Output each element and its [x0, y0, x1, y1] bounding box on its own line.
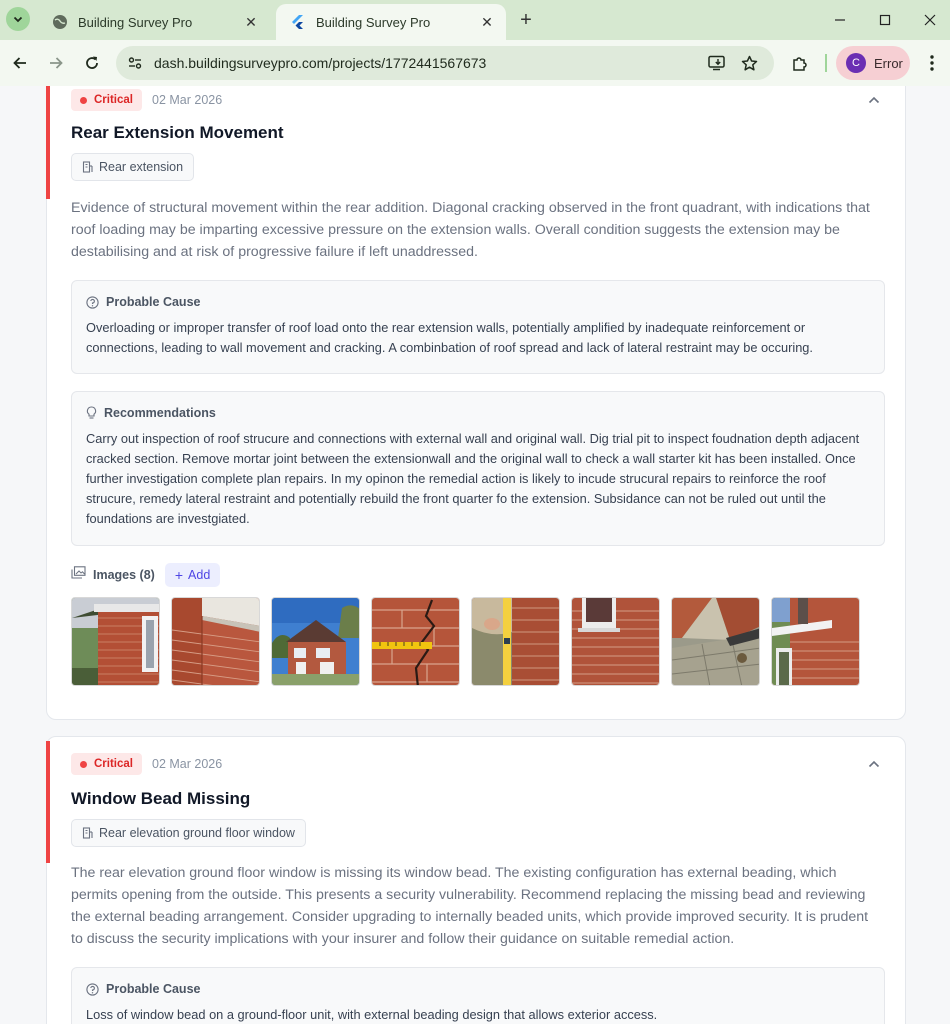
- close-tab-icon[interactable]: ✕: [245, 14, 257, 30]
- recommendations-heading: Recommendations: [104, 406, 216, 420]
- url-text[interactable]: dash.buildingsurveypro.com/projects/1772441567673: [154, 55, 487, 71]
- bookmark-star-icon[interactable]: [736, 50, 762, 76]
- defect-card-window-bead: [46, 736, 906, 1024]
- browser-toolbar: [0, 40, 950, 86]
- images-header: [71, 563, 220, 587]
- close-window-button[interactable]: [915, 8, 945, 32]
- page-content: [0, 86, 950, 1024]
- probable-cause-panel: [71, 280, 885, 374]
- photo-thumbnail[interactable]: [771, 597, 860, 686]
- plus-icon: +: [174, 567, 184, 583]
- profile-status-label: Error: [874, 55, 903, 71]
- arrow-right-icon: [48, 55, 64, 71]
- photo-thumbnail[interactable]: [271, 597, 360, 686]
- photo-thumbnail[interactable]: [571, 597, 660, 686]
- images-icon: [71, 566, 86, 584]
- tab-search-button[interactable]: [6, 7, 30, 31]
- location-label: Rear extension: [99, 160, 184, 174]
- image-thumbnails: [71, 597, 860, 686]
- probable-cause-text: Loss of window bead on a ground-floor unit, with external beading design that allows exterior access.: [86, 1007, 658, 1022]
- probable-cause-text: Overloading or improper transfer of roof load onto the rear extension walls, potentially amplified by inadequate reinforcement or connections, leading to wall movement and cracking. A combinbation of roof spread and lack of lateral restraint may be occuring.: [86, 320, 813, 355]
- location-chip[interactable]: [71, 819, 306, 847]
- site-settings-icon[interactable]: [122, 50, 148, 76]
- toolbar-separator: [825, 54, 827, 72]
- lightbulb-icon: [86, 406, 97, 420]
- close-icon: [924, 14, 936, 26]
- avatar: C: [846, 53, 866, 73]
- chevron-up-icon: [868, 96, 880, 104]
- tab-title: Building Survey Pro: [78, 14, 193, 30]
- install-app-icon[interactable]: [704, 50, 730, 76]
- close-tab-icon[interactable]: ✕: [481, 14, 493, 30]
- location-chip[interactable]: [71, 153, 194, 181]
- severity-badge: Critical: [71, 753, 142, 775]
- maximize-button[interactable]: [870, 8, 900, 32]
- tab-building-survey-1[interactable]: [38, 4, 270, 40]
- defect-description: Evidence of structural movement within the rear addition. Diagonal cracking observed in the front quadrant, with indications that roof loading may be imparting excessive pressure on the extension walls. Overall condition suggests the extension may be destabilising and at risk of progressive failure if left unaddressed.: [71, 200, 870, 260]
- tab-building-survey-2[interactable]: [276, 4, 506, 40]
- severity-accent-bar: [46, 86, 50, 199]
- more-vert-icon: [930, 55, 934, 71]
- add-image-button[interactable]: + Add: [165, 563, 220, 587]
- address-bar[interactable]: [116, 46, 774, 80]
- back-button[interactable]: [7, 50, 33, 76]
- reload-button[interactable]: [79, 50, 105, 76]
- building-icon: [82, 827, 93, 839]
- new-tab-button[interactable]: +: [520, 9, 532, 31]
- photo-thumbnail[interactable]: [71, 597, 160, 686]
- photo-thumbnail[interactable]: [671, 597, 760, 686]
- chevron-up-icon: [868, 760, 880, 768]
- photo-thumbnail[interactable]: [371, 597, 460, 686]
- recommendations-text: Carry out inspection of roof strucure and connections with external wall and original wall. Dig trial pit to inspect foudnation depth adjacent cracked section. Remove mortar joint between the extensionwall and the original wall to check a wall starter kit has been installed. Once further investigation complete plan repairs. In my opinon the remedial action is likely to incude strucural repairs to reinforce the roof strucure, remedy lateral restraint and potentially rebuild the front quarter fo the extension. Subsidance can not be ruled out until the foundations are investgiated.: [86, 431, 860, 526]
- minimize-button[interactable]: [825, 8, 855, 32]
- minimize-icon: [834, 14, 846, 26]
- photo-thumbnail[interactable]: [471, 597, 560, 686]
- collapse-button[interactable]: [865, 755, 883, 773]
- reload-icon: [84, 55, 100, 71]
- building-icon: [82, 161, 93, 173]
- card-header: [71, 753, 222, 775]
- severity-dot: [80, 761, 87, 768]
- location-label: Rear elevation ground floor window: [99, 826, 295, 840]
- help-circle-icon: [86, 983, 99, 996]
- defect-date: 02 Mar 2026: [152, 757, 223, 771]
- defect-date: 02 Mar 2026: [152, 93, 223, 107]
- probable-cause-heading: Probable Cause: [106, 982, 201, 996]
- arrow-left-icon: [12, 55, 28, 71]
- browser-menu-button[interactable]: [920, 50, 944, 76]
- flutter-icon: [290, 14, 306, 30]
- probable-cause-panel: [71, 967, 885, 1024]
- help-circle-icon: [86, 296, 99, 309]
- browser-tab-strip: [0, 0, 950, 40]
- images-count-label: Images (8): [93, 568, 155, 582]
- defect-title: Rear Extension Movement: [71, 123, 284, 142]
- photo-thumbnail[interactable]: [171, 597, 260, 686]
- defect-title: Window Bead Missing: [71, 789, 251, 808]
- probable-cause-heading: Probable Cause: [106, 295, 201, 309]
- globe-icon: [52, 14, 68, 30]
- severity-dot: [80, 97, 87, 104]
- forward-button[interactable]: [43, 50, 69, 76]
- severity-accent-bar: [46, 741, 50, 863]
- defect-card-rear-extension: [46, 86, 906, 720]
- puzzle-icon: [791, 55, 808, 72]
- extensions-button[interactable]: [786, 50, 812, 76]
- recommendations-panel: [71, 391, 885, 546]
- maximize-icon: [879, 14, 891, 26]
- defect-description: The rear elevation ground floor window is missing its window bead. The existing configuration has external beading, which permits opening from the outside. This presents a security vulnerability. Recommend replacing the missing bead and reviewing the external beading arrangement. Consider upgrading to internally beaded units, which provide improved security. It is prudent to discuss the security implications with your insurer and follow their guidance on suitable remedial action.: [71, 865, 869, 947]
- card-header: [71, 89, 222, 111]
- profile-button[interactable]: [836, 46, 910, 80]
- tab-title: Building Survey Pro: [316, 14, 431, 30]
- collapse-button[interactable]: [865, 91, 883, 109]
- chevron-down-icon: [12, 13, 24, 25]
- severity-badge: Critical: [71, 89, 142, 111]
